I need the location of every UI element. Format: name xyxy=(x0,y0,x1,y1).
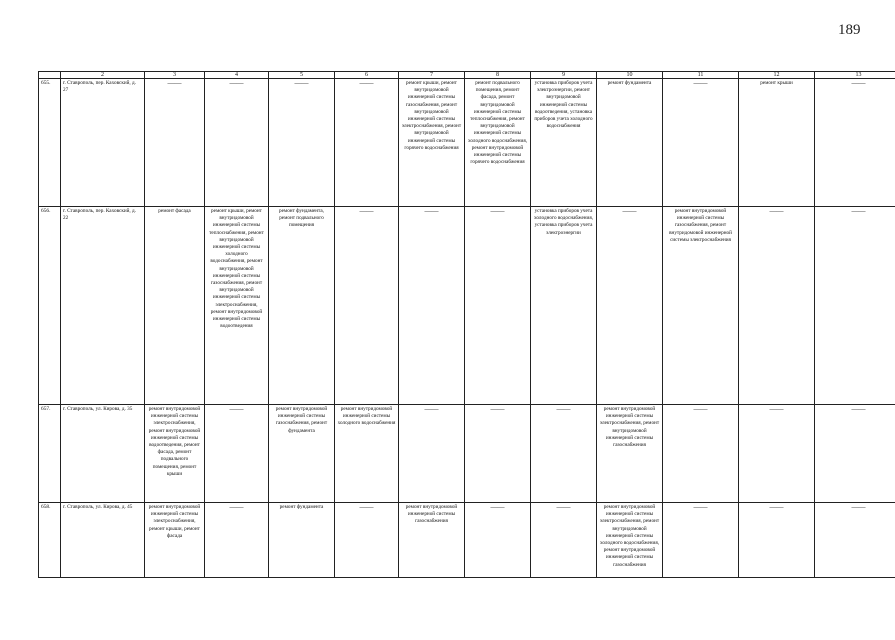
row-number: 656. xyxy=(39,207,61,405)
cell xyxy=(205,503,269,578)
column-number-header-row xyxy=(39,72,895,79)
header-cell: 7 xyxy=(399,72,465,79)
cell xyxy=(399,207,465,405)
cell xyxy=(815,79,895,207)
dash: —— xyxy=(359,207,374,215)
cell xyxy=(815,405,895,503)
dash: —— xyxy=(851,79,866,87)
cell: ремонт внутридомовой инженерной системы электроснабжения, ремонт внутридомовой инженерной системы водоотведения, ремонт фасада, ремонт подвального помещения, ремонт крыши xyxy=(145,405,205,503)
cell: ремонт внутридомовой инженерной системы газоснабжения, ремонт внутридомовой инженерной системы электроснабжения xyxy=(663,207,739,405)
dash: —— xyxy=(851,207,866,215)
header-cell: 6 xyxy=(335,72,399,79)
cell xyxy=(399,405,465,503)
dash: —— xyxy=(769,207,784,215)
cell xyxy=(597,207,663,405)
cell: ремонт фундамента xyxy=(597,79,663,207)
header-cell: 2 xyxy=(61,72,145,79)
cell xyxy=(335,503,399,578)
dash: —— xyxy=(359,503,374,511)
table-row xyxy=(39,405,895,503)
header-cell: 13 xyxy=(815,72,895,79)
header-cell: 8 xyxy=(465,72,531,79)
repair-schedule-table xyxy=(38,71,895,578)
cell: ремонт фундамента xyxy=(269,503,335,578)
header-cell: 4 xyxy=(205,72,269,79)
cell: ремонт фасада xyxy=(145,207,205,405)
cell: ремонт внутридомовой инженерной системы электроснабжения, ремонт крыши, ремонт фасада xyxy=(145,503,205,578)
dash: —— xyxy=(490,405,505,413)
dash: —— xyxy=(229,79,244,87)
row-number: 658. xyxy=(39,503,61,578)
dash: —— xyxy=(851,405,866,413)
header-cell: 3 xyxy=(145,72,205,79)
cell: ремонт фундамента, ремонт подвального помещения xyxy=(269,207,335,405)
cell xyxy=(465,207,531,405)
dash: —— xyxy=(229,503,244,511)
dash: —— xyxy=(490,207,505,215)
row-number: 657. xyxy=(39,405,61,503)
dash: —— xyxy=(851,503,866,511)
cell xyxy=(205,405,269,503)
table-row xyxy=(39,207,895,405)
address-cell: г. Ставрополь, пер. Каховский, д. 22 xyxy=(61,207,145,405)
dash: —— xyxy=(556,405,571,413)
cell xyxy=(145,79,205,207)
cell xyxy=(205,79,269,207)
cell xyxy=(269,79,335,207)
cell: ремонт внутридомовой инженерной системы электроснабжения, ремонт внутридомовой инженерной системы холодного водоснабжения, ремонт внутридомовой инженерной системы газоснабжения xyxy=(597,503,663,578)
cell: установка приборов учета электроэнергии, ремонт внутридомовой инженерной системы водоотведения, установка приборов учета холодного водоснабжения xyxy=(531,79,597,207)
cell: ремонт крыши, ремонт внутридомовой инженерной системы теплоснабжения, ремонт внутридомовой инженерной системы холодного водоснабжения, ремонт внутридомовой инженерной системы газоснабжения, ремонт внутридомовой инженерной системы электроснабжения, ремонт внутридомовой инженерной системы водоотведения xyxy=(205,207,269,405)
cell xyxy=(739,503,815,578)
cell xyxy=(335,207,399,405)
dash: —— xyxy=(424,207,439,215)
header-cell: 5 xyxy=(269,72,335,79)
cell xyxy=(815,503,895,578)
dash: —— xyxy=(622,207,637,215)
row-number: 655. xyxy=(39,79,61,207)
cell xyxy=(663,79,739,207)
cell xyxy=(739,405,815,503)
cell: ремонт внутридомовой инженерной системы холодного водоснабжения xyxy=(335,405,399,503)
cell: ремонт подвального помещения, ремонт фасада, ремонт внутридомовой инженерной системы теплоснабжения, ремонт внутридомовой инженерной системы холодного водоснабжения, ремонт внутридомовой инженерной системы горячего водоснабжения xyxy=(465,79,531,207)
header-cell: 12 xyxy=(739,72,815,79)
address-cell: г. Ставрополь, ул. Кирова, д. 45 xyxy=(61,503,145,578)
header-cell: 11 xyxy=(663,72,739,79)
header-cell xyxy=(39,72,61,79)
dash: —— xyxy=(294,79,309,87)
page-number: 189 xyxy=(838,22,861,38)
dash: —— xyxy=(693,79,708,87)
cell xyxy=(531,405,597,503)
cell: установка приборов учета холодного водоснабжения, установка приборов учета электроэнергии xyxy=(531,207,597,405)
address-cell: г. Ставрополь, пер. Каховский, д. 27 xyxy=(61,79,145,207)
dash: —— xyxy=(359,79,374,87)
cell: ремонт крыши xyxy=(739,79,815,207)
cell xyxy=(335,79,399,207)
cell xyxy=(815,207,895,405)
dash: —— xyxy=(693,503,708,511)
cell xyxy=(465,405,531,503)
header-cell: 10 xyxy=(597,72,663,79)
cell: ремонт внутридомовой инженерной системы электроснабжения, ремонт внутридомовой инженерной системы газоснабжения xyxy=(597,405,663,503)
dash: —— xyxy=(490,503,505,511)
address-cell: г. Ставрополь, ул. Кирова, д. 35 xyxy=(61,405,145,503)
cell xyxy=(739,207,815,405)
header-cell: 9 xyxy=(531,72,597,79)
dash: —— xyxy=(556,503,571,511)
cell xyxy=(465,503,531,578)
cell xyxy=(531,503,597,578)
dash: —— xyxy=(693,405,708,413)
cell xyxy=(663,405,739,503)
dash: —— xyxy=(229,405,244,413)
table-row xyxy=(39,79,895,207)
dash: —— xyxy=(769,503,784,511)
table-row xyxy=(39,503,895,578)
cell: ремонт крыши, ремонт внутридомовой инженерной системы газоснабжения, ремонт внутридомовой инженерной системы электроснабжения, ремонт внутридомовой инженерной системы горячего водоснабжения xyxy=(399,79,465,207)
dash: —— xyxy=(424,405,439,413)
dash: —— xyxy=(167,79,182,87)
cell: ремонт внутридомовой инженерной системы газоснабжения xyxy=(399,503,465,578)
cell xyxy=(663,503,739,578)
dash: —— xyxy=(769,405,784,413)
cell: ремонт внутридомовой инженерной системы газоснабжения, ремонт фундамента xyxy=(269,405,335,503)
